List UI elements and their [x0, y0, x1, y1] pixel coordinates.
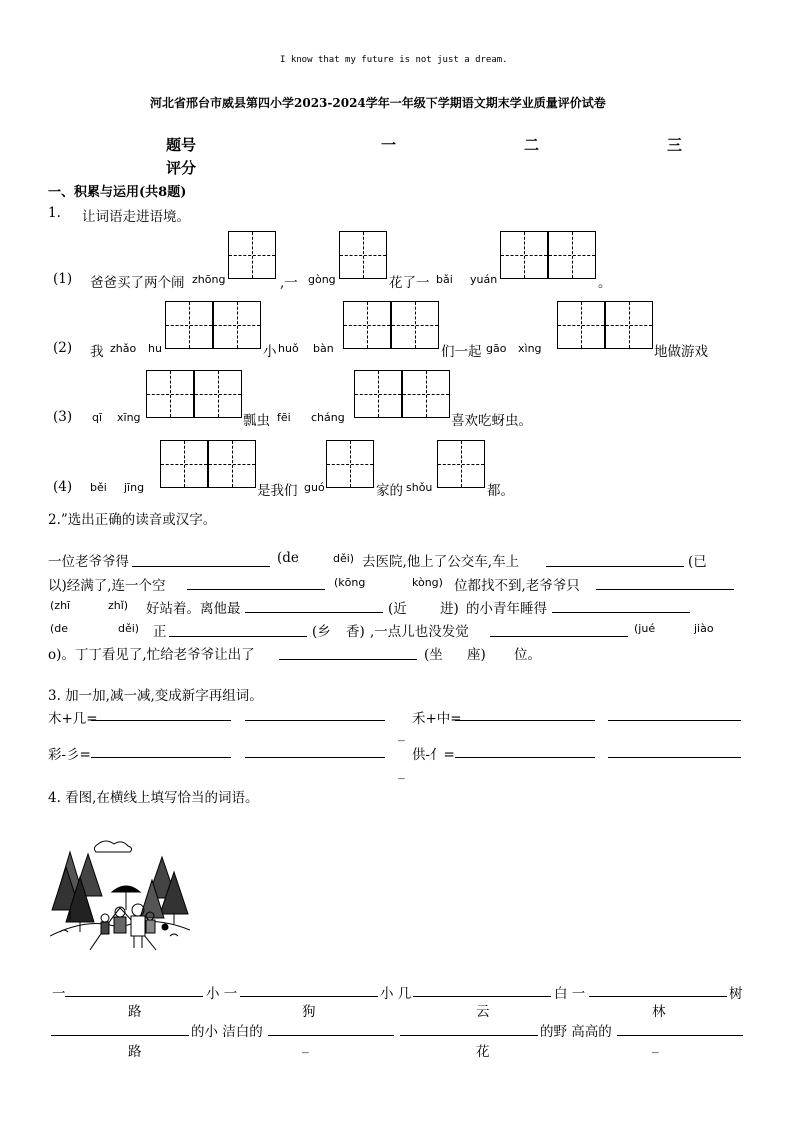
answer-blank[interactable]	[552, 612, 690, 613]
pinyin: gāo	[486, 342, 507, 355]
q2-option: 座)	[467, 647, 486, 663]
pinyin: fēi	[277, 411, 291, 424]
motto: I know that my future is not just a dream.	[280, 55, 508, 65]
q1-number: 1.	[48, 205, 61, 221]
q4-text: 林	[652, 1004, 666, 1020]
q1-r4-text: 是我们	[257, 483, 298, 499]
answer-blank[interactable]	[279, 659, 417, 660]
pinyin: bǎi	[436, 273, 453, 286]
tian-grid-box[interactable]	[213, 301, 261, 349]
pinyin: xīng	[117, 411, 141, 424]
q4-text: 白 一	[554, 986, 586, 1002]
q3-eq-4: 供-亻=	[412, 747, 455, 763]
pinyin: cháng	[311, 411, 345, 424]
tian-grid-box[interactable]	[339, 231, 387, 279]
q2-option: (坐	[424, 647, 443, 663]
answer-blank[interactable]	[240, 996, 378, 997]
q4-text: 的野 高高的	[540, 1024, 612, 1040]
dash-mark: _	[398, 726, 405, 742]
pinyin: guó	[304, 481, 325, 494]
tian-grid-box[interactable]	[354, 370, 402, 418]
tian-grid-box[interactable]	[343, 301, 391, 349]
answer-blank[interactable]	[51, 1035, 189, 1036]
pinyin: běi	[90, 481, 107, 494]
tian-grid-box[interactable]	[228, 231, 276, 279]
answer-blank[interactable]	[617, 1035, 743, 1036]
answer-blank[interactable]	[245, 757, 385, 758]
q2-option: zhǐ)	[108, 599, 129, 612]
q3-eq-3: 彩-彡=	[48, 747, 91, 763]
answer-blank[interactable]	[91, 757, 231, 758]
tian-grid-box[interactable]	[557, 301, 605, 349]
answer-blank[interactable]	[455, 720, 595, 721]
pinyin: yuán	[470, 273, 498, 286]
answer-blank[interactable]	[169, 636, 307, 637]
q3-eq-2: 禾+中=	[412, 711, 462, 727]
tian-grid-box[interactable]	[194, 370, 242, 418]
q2-text: 位都找不到,老爷爷只	[454, 578, 580, 594]
q4-text: _	[652, 1038, 659, 1054]
pinyin: bàn	[313, 342, 334, 355]
q1-r4-text: 都。	[487, 483, 514, 499]
pinyin: jīng	[124, 481, 145, 494]
pinyin: qī	[92, 411, 103, 424]
pinyin: xìng	[518, 342, 542, 355]
q2-option: 进)	[440, 601, 459, 617]
q1-r4-num: (4)	[53, 479, 73, 495]
q1-r1-text: 花了一	[389, 275, 430, 291]
answer-blank[interactable]	[455, 757, 595, 758]
answer-blank[interactable]	[268, 1035, 394, 1036]
q1-r4-text: 家的	[376, 483, 403, 499]
q2-text: 的小青年睡得	[466, 601, 547, 617]
section-title: 一、积累与运用(共8题)	[48, 185, 187, 200]
q2-text: 一位老爷爷得	[48, 554, 129, 570]
answer-blank[interactable]	[608, 720, 741, 721]
q2-option: (zhī	[50, 599, 71, 612]
score-col-1: 一	[381, 136, 397, 154]
answer-blank[interactable]	[245, 720, 385, 721]
q2-title: 2.”选出正确的读音或汉字。	[48, 512, 217, 528]
dash-mark: _	[398, 764, 405, 780]
tian-grid-box[interactable]	[500, 231, 548, 279]
q2-option: 香)	[346, 624, 365, 640]
q1-r3-text: 瓢虫	[243, 413, 270, 429]
q2-text: o)。丁丁看见了,忙给老爷爷让出了	[48, 647, 255, 663]
pinyin: zhǎo	[110, 342, 137, 355]
q2-option: děi)	[118, 622, 140, 635]
answer-blank[interactable]	[413, 996, 551, 997]
page-title: 河北省邢台市威县第四小学2023-2024学年一年级下学期语文期末学业质量评价试卷	[150, 96, 606, 110]
q4-text: 树	[729, 986, 743, 1002]
answer-blank[interactable]	[245, 612, 383, 613]
q1-r2-text: 地做游戏	[654, 344, 708, 360]
q2-option: děi)	[333, 552, 355, 565]
answer-blank[interactable]	[596, 589, 734, 590]
q1-r3-text: 喜欢吃蚜虫。	[451, 413, 532, 429]
tian-grid-box[interactable]	[437, 440, 485, 488]
q3-title: 3. 加一加,减一减,变成新字再组词。	[48, 688, 263, 704]
tian-grid-box[interactable]	[146, 370, 194, 418]
q1-r2-text: 小	[263, 344, 277, 360]
tian-grid-box[interactable]	[160, 440, 208, 488]
q2-text: ,一点儿也没发觉	[370, 624, 469, 640]
q4-text: 路	[128, 1044, 142, 1060]
tian-grid-box[interactable]	[165, 301, 213, 349]
q4-text: 小 几	[380, 986, 412, 1002]
score-col-2: 二	[524, 136, 540, 154]
q4-text: 狗	[302, 1004, 316, 1020]
pinyin: shǒu	[406, 481, 433, 494]
q1-prompt: 让词语走进语境。	[82, 209, 190, 225]
q1-r1-num: (1)	[53, 271, 73, 287]
answer-blank[interactable]	[608, 757, 741, 758]
q1-r2-text: 们一起	[441, 344, 482, 360]
q2-option: (de	[50, 622, 69, 635]
q2-option: (jué	[634, 622, 656, 635]
q4-text: _	[302, 1038, 309, 1054]
q2-text: 位。	[514, 647, 541, 663]
answer-blank[interactable]	[187, 589, 325, 590]
q2-text: 去医院,他上了公交车,车上	[362, 554, 520, 570]
q4-text: 小 一	[206, 986, 238, 1002]
tian-grid-box[interactable]	[605, 301, 653, 349]
q1-r2-num: (2)	[53, 340, 73, 356]
q1-r1-text: 爸爸买了两个闹	[90, 275, 185, 291]
q2-option: (近	[388, 601, 407, 617]
tian-grid-box[interactable]	[208, 440, 256, 488]
answer-blank[interactable]	[91, 720, 231, 721]
q3-eq-1: 木+几=	[48, 711, 98, 727]
q4-text: 一	[52, 986, 66, 1002]
q1-r3-num: (3)	[53, 409, 73, 425]
q2-option: (乡	[312, 624, 331, 640]
pinyin: gòng	[308, 273, 336, 286]
q4-text: 花	[476, 1044, 490, 1060]
q4-title: 4. 看图,在横线上填写恰当的词语。	[48, 790, 259, 806]
q2-option: jiào	[694, 622, 714, 635]
q2-option: kòng)	[412, 576, 443, 589]
park-scene-illustration	[50, 832, 190, 952]
tian-grid-box[interactable]	[326, 440, 374, 488]
q1-r1-text: 。	[598, 275, 612, 291]
q2-option: (已	[688, 554, 707, 570]
score-col-3: 三	[667, 136, 683, 154]
answer-blank[interactable]	[132, 566, 270, 567]
tian-grid-box[interactable]	[391, 301, 439, 349]
q2-option: (kōng	[334, 576, 366, 589]
answer-blank[interactable]	[490, 636, 628, 637]
q2-text: 以)经满了,连一个空	[48, 578, 166, 594]
answer-blank[interactable]	[65, 996, 203, 997]
score-table-header: 题号	[166, 136, 197, 154]
tian-grid-box[interactable]	[402, 370, 450, 418]
q1-r2-text: 我	[90, 344, 104, 360]
pinyin: hu	[148, 342, 162, 355]
answer-blank[interactable]	[400, 1035, 538, 1036]
pinyin: zhōng	[192, 273, 226, 286]
score-label: 评分	[166, 159, 197, 177]
q4-text: 的小 洁白的	[191, 1024, 263, 1040]
answer-blank[interactable]	[546, 566, 684, 567]
pinyin: huǒ	[278, 342, 299, 355]
q2-text: 正	[153, 624, 167, 640]
q4-text: 云	[476, 1004, 490, 1020]
tian-grid-box[interactable]	[548, 231, 596, 279]
q1-r1-text: ,一	[280, 275, 298, 291]
q2-text: 好站着。离他最	[146, 601, 241, 617]
q2-option: (de	[277, 550, 299, 566]
q4-text: 路	[128, 1004, 142, 1020]
answer-blank[interactable]	[589, 996, 727, 997]
